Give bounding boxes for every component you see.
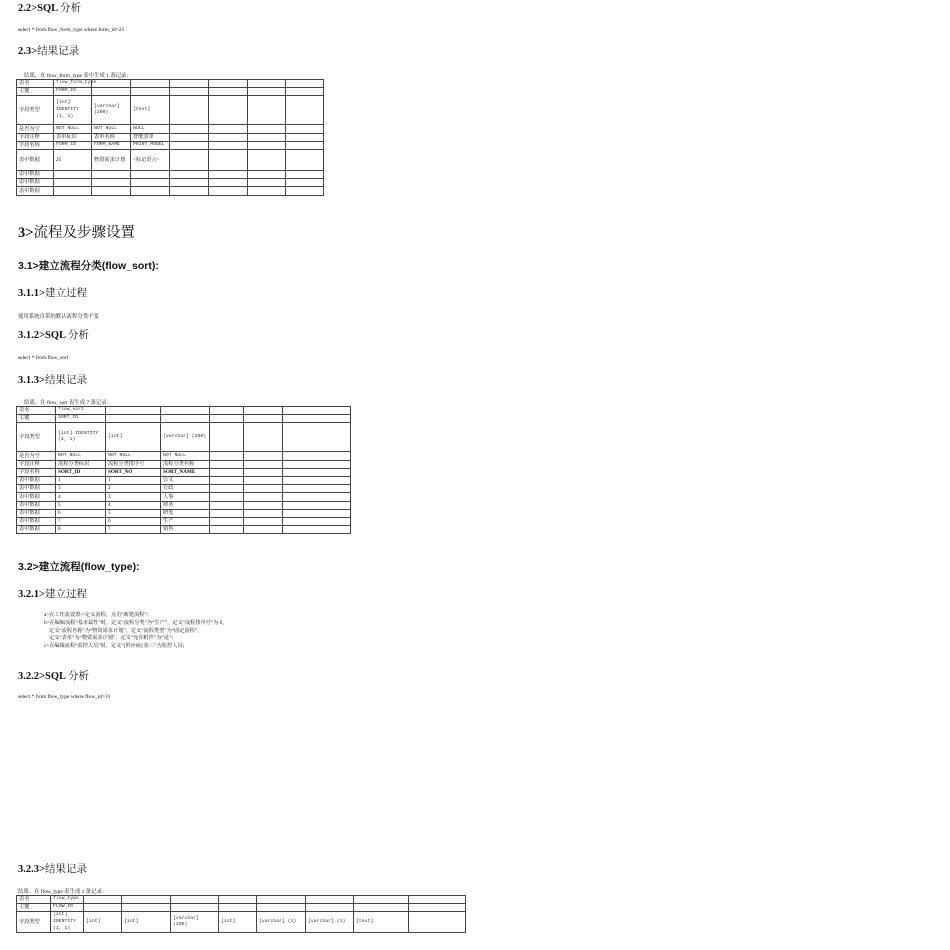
- table-cell: [170, 96, 209, 125]
- table-cell: [int]: [106, 423, 161, 452]
- table-cell: [209, 179, 248, 187]
- table-cell: NOT NULL: [56, 452, 106, 460]
- table-flow-sort: [16, 406, 351, 534]
- heading-3-1-2: [18, 327, 89, 342]
- row-header-cell: 字段类型: [17, 96, 54, 125]
- table-cell: 生产: [161, 517, 210, 525]
- table-cell: [248, 80, 286, 88]
- table-row: [17, 141, 324, 149]
- table-cell: 5: [106, 509, 161, 517]
- table-cell: 公文: [161, 476, 210, 484]
- table-row: [17, 80, 324, 88]
- table-cell: [210, 526, 244, 534]
- table-cell: [244, 415, 283, 423]
- caption-2-3: 结果，在 flow_form_type 表中生成 1 条记录：: [24, 73, 132, 79]
- table-cell: [283, 407, 351, 415]
- table-cell: NULL: [131, 125, 170, 133]
- table-cell: 研发: [161, 509, 210, 517]
- row-header-cell: 表名: [17, 407, 56, 415]
- table-cell: [209, 96, 248, 125]
- table-cell: [257, 896, 306, 904]
- table-row: [17, 896, 466, 904]
- step-c: c>在编辑流程“监控人员”时，定义“[供应商] 张三”为监控人员；: [44, 643, 188, 650]
- table-cell: [283, 415, 351, 423]
- row-header-cell: 字段注释: [17, 133, 54, 141]
- step-a: a>在工作流设置->定义流程，点击“新建流程”；: [44, 612, 152, 618]
- table-cell: [409, 904, 466, 912]
- table-cell: [286, 141, 324, 149]
- heading-2-2: [18, 0, 81, 15]
- table-cell: [286, 125, 324, 133]
- table-cell: NOT NULL: [92, 125, 131, 133]
- table-cell: PRINT_MODEL: [131, 141, 170, 149]
- heading-3-2-2-number: 3.2.2>SQL: [18, 671, 66, 682]
- table-cell: [131, 80, 170, 88]
- table-row: [17, 912, 466, 933]
- table-cell: [170, 125, 209, 133]
- table-row: [17, 476, 351, 484]
- table-cell: [170, 88, 209, 96]
- table-cell: [varchar] (200): [92, 96, 131, 125]
- table-cell: [209, 141, 248, 149]
- row-header-cell: 表中数据: [17, 493, 56, 501]
- table-cell: [170, 133, 209, 141]
- table-cell: [209, 125, 248, 133]
- table-cell: 8: [56, 526, 106, 534]
- table-cell: [244, 460, 283, 468]
- table-row: [17, 170, 324, 178]
- table-cell: [161, 415, 210, 423]
- table-cell: 智能表单: [131, 133, 170, 141]
- heading-2-2-number: 2.2>SQL: [18, 3, 58, 14]
- heading-2-3-label: 结果记录: [37, 46, 80, 57]
- row-header-cell: 是否为空: [17, 125, 54, 133]
- table-cell: [409, 896, 466, 904]
- table-cell: [106, 415, 161, 423]
- table-cell: [int]: [122, 912, 171, 933]
- table-cell: [210, 468, 244, 476]
- table-cell: FLOW_ID: [51, 904, 84, 912]
- heading-3-1-3-label: 结果记录: [44, 375, 87, 386]
- table-row: [17, 526, 351, 534]
- table-cell: [210, 509, 244, 517]
- heading-3-1-2-label: 分析: [68, 330, 90, 341]
- table-cell: [122, 904, 171, 912]
- heading-3-2-3-number: 3.2.3>: [18, 864, 45, 875]
- table-row: [17, 509, 351, 517]
- table-cell: [170, 170, 209, 178]
- table-cell: 表单名称: [92, 133, 131, 141]
- heading-3-1-1: [18, 285, 87, 300]
- table-cell: [209, 187, 248, 195]
- row-header-cell: 表中数据: [17, 179, 54, 187]
- heading-3-label: 流程及步骤设置: [33, 225, 136, 241]
- table-cell: [170, 149, 209, 170]
- row-header-cell: 表中数据: [17, 485, 56, 493]
- table-cell: [306, 904, 354, 912]
- table-row: [17, 517, 351, 525]
- table-cell: [244, 452, 283, 460]
- heading-3-2-3: [18, 861, 87, 876]
- table-row: [17, 407, 351, 415]
- row-header-cell: 主键: [17, 904, 51, 912]
- table-cell: [283, 468, 351, 476]
- table-cell: flow_sort: [56, 407, 106, 415]
- table-cell: 销售: [161, 526, 210, 534]
- table-cell: 流程分类排序号: [106, 460, 161, 468]
- row-header-cell: 字段名称: [17, 141, 54, 149]
- table-cell: [170, 179, 209, 187]
- table-cell: [286, 80, 324, 88]
- table-cell: [varchar] (1): [257, 912, 306, 933]
- caption-3-2-3: 结果：在 flow_type 表生成 1 条记录：: [18, 889, 108, 895]
- steps-3-2-1: [44, 612, 227, 651]
- table-cell: [84, 896, 122, 904]
- heading-3-1: 3.1>建立流程分类(flow_sort):: [18, 260, 159, 272]
- table-cell: FORM_NAME: [92, 141, 131, 149]
- table-cell: [409, 912, 466, 933]
- heading-3-1-1-number: 3.1.1>: [18, 288, 45, 299]
- table-cell: [210, 493, 244, 501]
- table-cell: [210, 407, 244, 415]
- table-cell: [283, 501, 351, 509]
- row-header-cell: 是否为空: [17, 452, 56, 460]
- table-cell: [244, 501, 283, 509]
- table-cell: [170, 80, 209, 88]
- table-cell: [286, 149, 324, 170]
- table-cell: [244, 517, 283, 525]
- table-cell: [209, 149, 248, 170]
- table-cell: NOT NULL: [54, 125, 92, 133]
- table-cell: NOT NULL: [161, 452, 210, 460]
- table-cell: 6: [56, 509, 106, 517]
- table-cell: [248, 125, 286, 133]
- sql-2-2: select * from flow_form_type where form_id=25: [18, 27, 125, 33]
- heading-3-1-1-label: 建立过程: [44, 288, 87, 299]
- table-cell: [131, 88, 170, 96]
- caption-3-1-3: 结果，在 flow_sort 表生成 7 条记录：: [24, 400, 113, 406]
- table-cell: 物资需求计划: [92, 149, 131, 170]
- table-row: [17, 468, 351, 476]
- heading-3: [18, 221, 135, 242]
- table-cell: SORT_NO: [106, 468, 161, 476]
- row-header-cell: 表中数据: [17, 149, 54, 170]
- table-cell: 5: [56, 501, 106, 509]
- table-cell: [209, 88, 248, 96]
- table-cell: [varchar] (1): [306, 912, 354, 933]
- row-header-cell: 表中数据: [17, 509, 56, 517]
- table-row: [17, 485, 351, 493]
- table-cell: [248, 187, 286, 195]
- table-row: [17, 415, 351, 423]
- table-cell: [248, 96, 286, 125]
- table-cell: [210, 452, 244, 460]
- table-cell: [244, 509, 283, 517]
- sql-3-2-2: select * from flow_type where flow_id=31: [18, 694, 111, 700]
- table-cell: [283, 423, 351, 452]
- table-cell: SORT_ID: [56, 415, 106, 423]
- table-row: [17, 501, 351, 509]
- table-row: [17, 149, 324, 170]
- table-cell: [248, 179, 286, 187]
- table-cell: [int] IDENTITY (1, 1): [56, 423, 106, 452]
- step-b: b>在编辑流程“基本属性”时，定义“流程分类”为“生产”，定义“流程排序号”为 0，: [44, 619, 228, 626]
- table-cell: [286, 96, 324, 125]
- step-b-cont-1: 定义“流程名称”为“物资需求计划”，定义“流程类型”为“固定流程”，: [49, 627, 203, 634]
- table-cell: [244, 493, 283, 501]
- table-cell: 流程分类标识: [56, 460, 106, 468]
- table-cell: [283, 509, 351, 517]
- table-cell: SORT_NAME: [161, 468, 210, 476]
- table-cell: 7: [56, 517, 106, 525]
- table-cell: [92, 170, 131, 178]
- heading-3-1-3-number: 3.1.3>: [18, 375, 45, 386]
- row-header-cell: 表中数据: [17, 517, 56, 525]
- table-cell: 4: [106, 501, 161, 509]
- table-cell: [170, 141, 209, 149]
- table-cell: 表单标识: [54, 133, 92, 141]
- step-b-cont-2: 定义“表单”为“物资需求计划”，定义“允许附件”为“是”；: [49, 635, 177, 642]
- row-header-cell: 字段类型: [17, 423, 56, 452]
- heading-3-2: 3.2>建立流程(flow_type):: [18, 561, 140, 573]
- row-header-cell: 表中数据: [17, 476, 56, 484]
- table-cell: [219, 904, 257, 912]
- heading-3-1-3: [18, 372, 87, 387]
- table-cell: [244, 423, 283, 452]
- table-cell: FORM_ID: [54, 88, 92, 96]
- table-cell: [210, 517, 244, 525]
- table-cell: [84, 904, 122, 912]
- table-cell: [210, 485, 244, 493]
- row-header-cell: 主键: [17, 415, 56, 423]
- table-cell: [283, 517, 351, 525]
- table-cell: [219, 896, 257, 904]
- table-row: [17, 179, 324, 187]
- row-header-cell: 字段注释: [17, 460, 56, 468]
- table-cell: [106, 407, 161, 415]
- table-cell: [244, 526, 283, 534]
- table-cell: [int]: [84, 912, 122, 933]
- table-cell: [92, 179, 131, 187]
- row-header-cell: 字段类型: [17, 912, 51, 933]
- table-cell: [92, 88, 131, 96]
- heading-2-3-number: 2.3>: [18, 46, 38, 57]
- table-cell: [131, 179, 170, 187]
- table-cell: [210, 460, 244, 468]
- table-flow-form-type: [16, 79, 324, 196]
- table-cell: [209, 133, 248, 141]
- table-cell: [210, 415, 244, 423]
- table-cell: 3: [106, 493, 161, 501]
- table-row: [17, 460, 351, 468]
- table-cell: [54, 187, 92, 195]
- table-cell: flow_form_type: [54, 80, 92, 88]
- table-cell: [int] IDENTITY (1, 1): [51, 912, 84, 933]
- table-cell: [257, 904, 306, 912]
- row-header-cell: 主键: [17, 88, 54, 96]
- table-row: [17, 423, 351, 452]
- table-cell: [92, 187, 131, 195]
- table-cell: SORT_ID: [56, 468, 106, 476]
- table-cell: FORM_ID: [54, 141, 92, 149]
- table-row: [17, 133, 324, 141]
- table-flow-type: [16, 895, 466, 933]
- table-cell: 人事: [161, 493, 210, 501]
- table-cell: [283, 476, 351, 484]
- row-header-cell: 表中数据: [17, 501, 56, 509]
- heading-3-2-2: [18, 668, 89, 683]
- table-cell: [283, 493, 351, 501]
- table-cell: [283, 526, 351, 534]
- row-header-cell: 表中数据: [17, 187, 54, 195]
- table-cell: [283, 485, 351, 493]
- table-cell: [248, 88, 286, 96]
- table-cell: [varchar] (200): [171, 912, 219, 933]
- table-cell: [131, 170, 170, 178]
- table-cell: [92, 80, 131, 88]
- table-cell: 流程分类名称: [161, 460, 210, 468]
- table-cell: [54, 179, 92, 187]
- heading-3-2-1: [18, 586, 87, 601]
- heading-3-2-1-label: 建立过程: [44, 589, 87, 600]
- table-cell: [171, 904, 219, 912]
- table-cell: flow_type: [51, 896, 84, 904]
- row-header-cell: 表名: [17, 80, 54, 88]
- table-row: [17, 493, 351, 501]
- heading-2-2-label: 分析: [60, 3, 82, 14]
- table-cell: [244, 407, 283, 415]
- table-cell: [283, 460, 351, 468]
- table-cell: [248, 133, 286, 141]
- heading-3-1-2-number: 3.1.2>SQL: [18, 330, 66, 341]
- table-row: [17, 904, 466, 912]
- table-cell: 1: [106, 476, 161, 484]
- row-header-cell: 字段名称: [17, 468, 56, 476]
- heading-3-number: 3>: [18, 225, 34, 241]
- table-cell: [varchar] (200): [161, 423, 210, 452]
- table-cell: 财务: [161, 501, 210, 509]
- table-cell: 6: [106, 517, 161, 525]
- table-cell: [int] IDENTITY (1, 1): [54, 96, 92, 125]
- table-cell: [286, 88, 324, 96]
- table-cell: [248, 170, 286, 178]
- table-cell: 4: [56, 493, 106, 501]
- table-cell: [170, 187, 209, 195]
- table-cell: 3: [56, 485, 106, 493]
- table-cell: [354, 904, 409, 912]
- text-3-1-1: 使用系统自带的默认流程分类不变: [18, 314, 99, 320]
- table-cell: [248, 141, 286, 149]
- table-cell: 行政: [161, 485, 210, 493]
- heading-2-3: [18, 43, 79, 58]
- table-cell: 1: [56, 476, 106, 484]
- table-cell: [161, 407, 210, 415]
- table-row: [17, 96, 324, 125]
- row-header-cell: 表中数据: [17, 170, 54, 178]
- table-cell: [286, 187, 324, 195]
- table-cell: [286, 179, 324, 187]
- table-cell: [244, 476, 283, 484]
- table-cell: [text]: [354, 912, 409, 933]
- table-cell: [text]: [131, 96, 170, 125]
- table-cell: [210, 423, 244, 452]
- table-cell: 7: [106, 526, 161, 534]
- table-cell: 25: [54, 149, 92, 170]
- table-cell: [244, 468, 283, 476]
- table-cell: [131, 187, 170, 195]
- heading-3-2-3-label: 结果记录: [44, 864, 87, 875]
- table-cell: [209, 80, 248, 88]
- table-cell: [286, 133, 324, 141]
- table-cell: [54, 170, 92, 178]
- table-row: [17, 88, 324, 96]
- table-cell: 2: [106, 485, 161, 493]
- table-cell: NOT NULL: [106, 452, 161, 460]
- table-cell: [286, 170, 324, 178]
- table-row: [17, 125, 324, 133]
- table-cell: [209, 170, 248, 178]
- table-cell: [283, 452, 351, 460]
- table-cell: [248, 149, 286, 170]
- table-cell: [210, 476, 244, 484]
- table-cell: [244, 485, 283, 493]
- heading-3-2-1-number: 3.2.1>: [18, 589, 45, 600]
- table-row: [17, 187, 324, 195]
- table-cell: [int]: [219, 912, 257, 933]
- sql-3-1-2: select * from flow_sort: [18, 355, 69, 361]
- row-header-cell: 表名: [17, 896, 51, 904]
- table-cell: [306, 896, 354, 904]
- table-cell: <标记语言>: [131, 149, 170, 170]
- table-cell: [122, 896, 171, 904]
- row-header-cell: 表中数据: [17, 526, 56, 534]
- table-row: [17, 452, 351, 460]
- table-cell: [210, 501, 244, 509]
- table-cell: [171, 896, 219, 904]
- table-cell: [354, 896, 409, 904]
- heading-3-2-2-label: 分析: [68, 671, 90, 682]
